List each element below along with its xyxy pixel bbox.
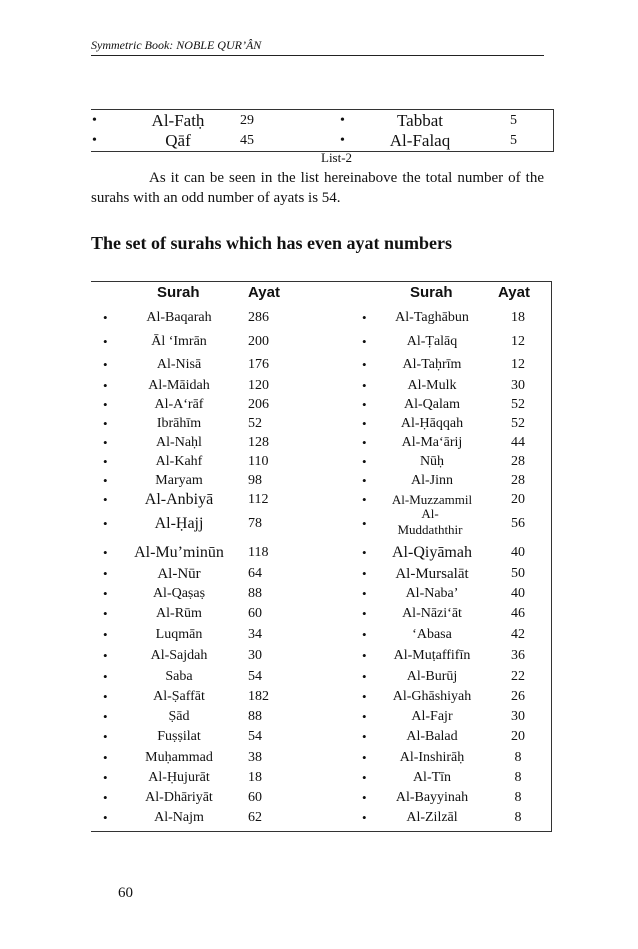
table-cell-ayat-right: 42 — [511, 627, 525, 642]
bullet-icon: • — [103, 729, 108, 744]
table-cell-ayat-right: 8 — [514, 810, 522, 825]
bullet-icon: • — [103, 310, 108, 325]
table-cell-surah-right: Al-Taḥrīm — [402, 357, 462, 372]
table-cell-ayat-left: 52 — [248, 416, 262, 431]
table-cell-ayat-left: 176 — [248, 357, 269, 372]
table-cell-ayat-left: 200 — [248, 334, 269, 349]
table-cell-ayat-left: 120 — [248, 378, 269, 393]
table-cell-surah-left: Al-Nisā — [156, 357, 202, 372]
table-cell-ayat-right: 30 — [511, 709, 525, 724]
bullet-icon: • — [103, 416, 108, 431]
bullet-icon: • — [340, 133, 345, 148]
list-item-ayat: 29 — [240, 113, 254, 128]
bullet-icon: • — [362, 709, 367, 724]
table-cell-surah-right: Al-Ma‘ārij — [401, 435, 463, 450]
table-cell-surah-right: Al-Muṭaffifīn — [393, 648, 471, 663]
table-cell-ayat-right: 30 — [511, 378, 525, 393]
table-cell-surah-right: ‘Abasa — [412, 627, 452, 642]
table-cell-surah-right: Al-Fajr — [411, 709, 453, 724]
table-cell-ayat-left: 30 — [248, 648, 262, 663]
table-cell-surah-left: Al-Anbiyā — [144, 491, 214, 508]
table-cell-surah-left: Al-Dhāriyāt — [145, 790, 213, 805]
table-cell-surah-right: Al-Bayyinah — [395, 790, 469, 805]
table-cell-surah-right: Al-Qalam — [404, 397, 460, 412]
table-cell-ayat-left: 64 — [248, 566, 262, 581]
bullet-icon: • — [103, 435, 108, 450]
bullet-icon: • — [362, 790, 367, 805]
bullet-icon: • — [362, 810, 367, 825]
table-cell-ayat-left: 60 — [248, 790, 262, 805]
table-cell-surah-left: Al-Māidah — [148, 378, 210, 393]
bullet-icon: • — [103, 648, 108, 663]
bullet-icon: • — [103, 492, 108, 507]
table-cell-ayat-right: 28 — [511, 454, 525, 469]
table-cell-surah-left: Al-Qaṣaṣ — [152, 586, 206, 601]
table-cell-ayat-left: 110 — [248, 454, 269, 469]
table-cell-surah-right: Al-Mulk — [407, 378, 457, 393]
bullet-icon: • — [103, 627, 108, 642]
table-cell-ayat-right: 46 — [511, 606, 525, 621]
bullet-icon: • — [103, 516, 108, 531]
table-cell-surah-left: Saba — [165, 669, 193, 684]
table-cell-surah-left: Al-A‘rāf — [154, 397, 204, 412]
bullet-icon: • — [362, 516, 367, 531]
table-cell-ayat-left: 62 — [248, 810, 262, 825]
table-cell-ayat-left: 88 — [248, 709, 262, 724]
bullet-icon: • — [92, 133, 97, 148]
list-item-ayat: 5 — [510, 113, 517, 128]
bullet-icon: • — [362, 435, 367, 450]
table-cell-ayat-right: 28 — [511, 473, 525, 488]
table-cell-surah-right: Al-Mursalāt — [395, 566, 469, 582]
column-header-surah-right: Surah — [410, 284, 453, 301]
bullet-icon: • — [362, 627, 367, 642]
bullet-icon: • — [92, 113, 97, 128]
list-item-ayat: 5 — [510, 133, 517, 148]
page-number: 60 — [118, 885, 133, 901]
table-cell-ayat-left: 78 — [248, 516, 262, 531]
bullet-icon: • — [103, 750, 108, 765]
table-cell-surah-right: Al-Tīn — [412, 770, 452, 785]
bullet-icon: • — [103, 770, 108, 785]
table-cell-ayat-left: 206 — [248, 397, 269, 412]
table-cell-surah-left: Ibrāhīm — [156, 416, 202, 431]
list-item-ayat: 45 — [240, 133, 254, 148]
table-cell-ayat-right: 36 — [511, 648, 525, 663]
table-cell-ayat-right: 56 — [511, 516, 525, 531]
table-cell-surah-left: Al-Kahf — [155, 454, 203, 469]
column-header-ayat-right: Ayat — [498, 284, 530, 301]
table-cell-ayat-right: 20 — [511, 729, 525, 744]
table-cell-surah-right: Al-Jinn — [411, 473, 453, 488]
table-cell-ayat-left: 88 — [248, 586, 262, 601]
table-cell-surah-left: Al-Baqarah — [146, 310, 212, 325]
table-cell-surah-left: Al-Najm — [154, 810, 204, 825]
table-cell-surah-right: Al-Burūj — [406, 669, 458, 684]
table-cell-ayat-left: 98 — [248, 473, 262, 488]
body-paragraph — [91, 168, 544, 208]
table-cell-surah-right: Al-Nāzi‘āt — [402, 606, 462, 621]
table-cell-surah-right: Al-Qiyāmah — [392, 544, 472, 561]
bullet-icon: • — [103, 790, 108, 805]
bullet-icon: • — [362, 416, 367, 431]
bullet-icon: • — [362, 454, 367, 469]
list-caption: List-2 — [321, 150, 353, 165]
table-cell-ayat-right: 22 — [511, 669, 525, 684]
table-cell-ayat-left: 118 — [248, 545, 269, 560]
table-cell-ayat-right: 44 — [511, 435, 525, 450]
bullet-icon: • — [362, 397, 367, 412]
table-cell-surah-left: Muḥammad — [145, 750, 213, 765]
table-cell-ayat-right: 52 — [511, 397, 525, 412]
table-cell-ayat-left: 34 — [248, 627, 262, 642]
table-cell-ayat-right: 40 — [511, 586, 525, 601]
bullet-icon: • — [362, 689, 367, 704]
table-cell-surah-left: Al-Rūm — [156, 606, 202, 621]
table-cell-ayat-right: 18 — [511, 310, 525, 325]
table-cell-ayat-right: 8 — [514, 770, 522, 785]
bullet-icon: • — [103, 378, 108, 393]
table-cell-surah-left: Al-Mu’minūn — [134, 544, 224, 561]
table-cell-surah-right: Al-Taghābun — [395, 310, 469, 325]
running-header: Symmetric Book: NOBLE QUR’ÂN — [91, 38, 262, 52]
table-cell-surah-left: Al-Ḥajj — [154, 515, 204, 532]
table-cell-surah-right: Al-Balad — [406, 729, 458, 744]
list-item-name: Al-Falaq — [389, 131, 451, 150]
bullet-icon: • — [362, 545, 367, 560]
table-cell-ayat-right: 12 — [511, 357, 525, 372]
bullet-icon: • — [362, 729, 367, 744]
bullet-icon: • — [103, 454, 108, 469]
list-item-name: Al-Fatḥ — [151, 111, 205, 130]
bullet-icon: • — [362, 770, 367, 785]
table-cell-ayat-right: 12 — [511, 334, 525, 349]
table-cell-surah-left: Al-Nūr — [157, 566, 201, 582]
column-header-ayat-left: Ayat — [248, 284, 280, 301]
bullet-icon: • — [103, 357, 108, 372]
table-cell-ayat-right: 50 — [511, 566, 525, 581]
list-item-name: Tabbat — [396, 111, 443, 130]
bullet-icon: • — [103, 669, 108, 684]
bullet-icon: • — [362, 750, 367, 765]
table-cell-surah-right: Al-Ṭalāq — [406, 334, 458, 349]
list-item-name: Qāf — [165, 131, 191, 150]
table-cell-ayat-left: 286 — [248, 310, 269, 325]
table-cell-surah-right: Al- Muddaththir — [397, 506, 463, 537]
table-cell-ayat-left: 60 — [248, 606, 262, 621]
table-cell-surah-left: Al-Ṣaffāt — [153, 689, 205, 704]
table-cell-surah-left: Luqmān — [155, 627, 203, 642]
bullet-icon: • — [103, 689, 108, 704]
table-cell-surah-right: Al-Ghāshiyah — [392, 689, 472, 704]
table-cell-ayat-left: 18 — [248, 770, 262, 785]
bullet-icon: • — [362, 606, 367, 621]
bullet-icon: • — [340, 113, 345, 128]
bullet-icon: • — [103, 586, 108, 601]
table-cell-ayat-left: 54 — [248, 669, 262, 684]
table-cell-surah-left: Al-Naḥl — [156, 435, 202, 450]
table-cell-ayat-left: 38 — [248, 750, 262, 765]
bullet-icon: • — [103, 545, 108, 560]
table-cell-surah-left: Al-Sajdah — [150, 648, 208, 663]
table-cell-surah-left: Fuṣṣilat — [157, 729, 201, 744]
table-cell-surah-right: Al-Ḥāqqah — [400, 416, 464, 431]
column-header-surah-left: Surah — [157, 284, 200, 301]
bullet-icon: • — [362, 586, 367, 601]
table-cell-ayat-right: 52 — [511, 416, 525, 431]
bullet-icon: • — [362, 669, 367, 684]
table-cell-ayat-left: 112 — [248, 492, 269, 507]
bullet-icon: • — [103, 397, 108, 412]
table-cell-surah-right: Nūḥ — [419, 454, 445, 469]
table-cell-surah-left: Al-Ḥujurāt — [148, 770, 210, 785]
bullet-icon: • — [362, 566, 367, 581]
table-cell-ayat-right: 20 — [511, 492, 525, 507]
bullet-icon: • — [103, 334, 108, 349]
bullet-icon: • — [362, 378, 367, 393]
bullet-icon: • — [362, 334, 367, 349]
table-cell-surah-left: Āl ‘Imrān — [151, 334, 207, 349]
table-cell-surah-left: Ṣād — [168, 709, 190, 724]
table-cell-surah-left: Maryam — [155, 473, 203, 488]
table-cell-ayat-right: 26 — [511, 689, 525, 704]
table-cell-surah-right: Al-Inshirāḥ — [399, 750, 465, 765]
table-cell-surah-right: Al-Zilzāl — [406, 810, 458, 825]
table-cell-surah-right: Al-Muzzammil — [391, 492, 473, 507]
table-cell-ayat-left: 182 — [248, 689, 269, 704]
bullet-icon: • — [362, 310, 367, 325]
bullet-icon: • — [362, 357, 367, 372]
bullet-icon: • — [103, 709, 108, 724]
bullet-icon: • — [362, 492, 367, 507]
section-heading: The set of surahs which has even ayat numbers — [91, 233, 453, 253]
table-cell-ayat-right: 8 — [514, 790, 522, 805]
bullet-icon: • — [103, 810, 108, 825]
table-cell-ayat-right: 8 — [514, 750, 522, 765]
bullet-icon: • — [103, 473, 108, 488]
table-cell-ayat-left: 54 — [248, 729, 262, 744]
table-cell-ayat-left: 128 — [248, 435, 269, 450]
bullet-icon: • — [103, 606, 108, 621]
paragraph-text: As it can be seen in the list hereinabove the total number of the surahs with an odd number of ayats is 54. — [91, 170, 544, 206]
header-rule — [91, 55, 544, 56]
bullet-icon: • — [103, 566, 108, 581]
table-cell-surah-right: Al-Naba’ — [405, 586, 459, 601]
bullet-icon: • — [362, 648, 367, 663]
table-cell-ayat-right: 40 — [511, 545, 525, 560]
bullet-icon: • — [362, 473, 367, 488]
